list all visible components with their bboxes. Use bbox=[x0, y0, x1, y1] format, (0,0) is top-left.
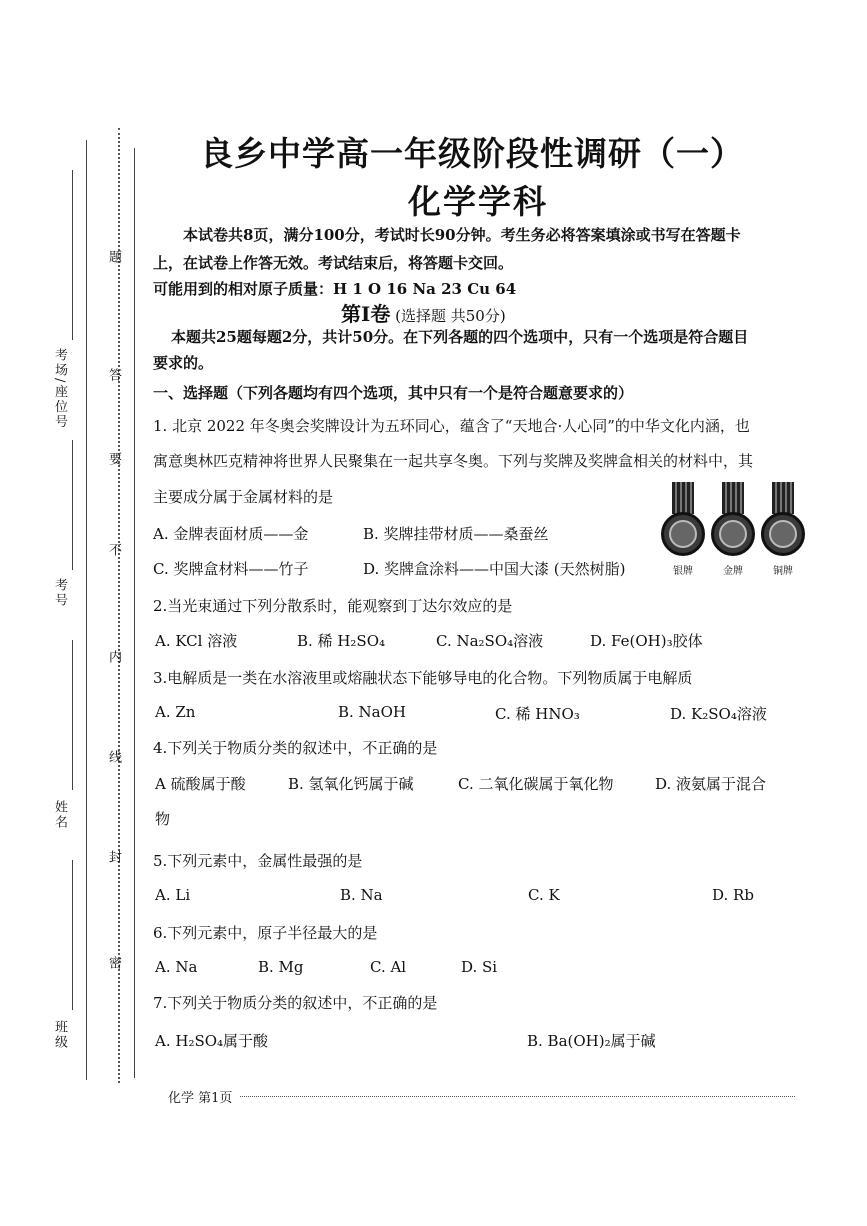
section-heading-main: 第Ⅰ卷 bbox=[341, 302, 391, 326]
subject-title: 化学学科 bbox=[408, 182, 548, 221]
instructions-line-1: 本试卷共8页，满分100分，考试时长90分钟。考生务必将答案填涂或书写在答题卡 bbox=[183, 226, 741, 244]
q1-option-a[interactable]: A. 金牌表面材质——金 bbox=[153, 525, 309, 543]
seal-char-8: 密 bbox=[106, 956, 121, 971]
seal-char-4: 不 bbox=[106, 543, 121, 558]
q6-option-d[interactable]: D. Si bbox=[461, 958, 498, 976]
q6-option-b[interactable]: B. Mg bbox=[258, 958, 304, 976]
silver-medal-icon bbox=[661, 482, 705, 577]
q4-option-b[interactable]: B. 氢氧化钙属于碱 bbox=[288, 775, 414, 793]
q1-stem-line-1: 1. 北京 2022 年冬奥会奖牌设计为五环同心，蕴含了“天地合·人心同”的中华文化内涵，也 bbox=[153, 417, 750, 435]
medals-image bbox=[655, 482, 805, 592]
exam-number-label: 考号 bbox=[52, 578, 67, 608]
q2-option-d[interactable]: D. Fe(OH)₃胶体 bbox=[590, 632, 703, 650]
class-label: 班级 bbox=[52, 1020, 67, 1050]
seal-char-5: 内 bbox=[106, 650, 121, 665]
q5-option-a[interactable]: A. Li bbox=[155, 886, 191, 904]
q3-option-c[interactable]: C. 稀 HNO₃ bbox=[495, 705, 580, 723]
q5-option-b[interactable]: B. Na bbox=[340, 886, 383, 904]
seal-char-2: 答 bbox=[106, 368, 121, 383]
q2-stem: 2.当光束通过下列分散系时，能观察到丁达尔效应的是 bbox=[153, 597, 513, 615]
bronze-medal-label: 铜牌 bbox=[773, 566, 793, 577]
part-heading: 一、选择题（下列各题均有四个选项，其中只有一个是符合题意要求的） bbox=[153, 384, 634, 402]
q3-option-d[interactable]: D. K₂SO₄溶液 bbox=[670, 705, 767, 723]
q6-option-c[interactable]: C. Al bbox=[370, 958, 407, 976]
section-heading bbox=[341, 298, 506, 327]
q5-stem: 5.下列元素中，金属性最强的是 bbox=[153, 852, 363, 870]
q2-option-c[interactable]: C. Na₂SO₄溶液 bbox=[436, 632, 544, 650]
q2-option-b[interactable]: B. 稀 H₂SO₄ bbox=[297, 632, 386, 650]
exam-title: 良乡中学高一年级阶段性调研（一） bbox=[200, 134, 744, 173]
q3-option-a[interactable]: A. Zn bbox=[155, 703, 196, 721]
binding-dotted-line bbox=[118, 128, 120, 1083]
gold-medal-label: 金牌 bbox=[723, 566, 743, 577]
seal-char-3: 要 bbox=[106, 452, 121, 467]
q4-option-d-continuation: 物 bbox=[155, 810, 171, 828]
silver-medal-label: 银牌 bbox=[673, 566, 693, 577]
footer-dotted-rule bbox=[240, 1096, 795, 1097]
q6-stem: 6.下列元素中，原子半径最大的是 bbox=[153, 924, 378, 942]
q1-stem-line-2: 寓意奥林匹克精神将世界人民聚集在一起共享冬奥。下列与奖牌及奖牌盒相关的材料中，其 bbox=[153, 452, 754, 470]
q1-option-b[interactable]: B. 奖牌挂带材质——桑蚕丝 bbox=[363, 525, 549, 543]
q3-option-b[interactable]: B. NaOH bbox=[338, 703, 407, 721]
exam-number-blank[interactable] bbox=[72, 440, 73, 570]
bronze-medal-icon bbox=[761, 482, 805, 577]
q2-option-a[interactable]: A. KCl 溶液 bbox=[155, 632, 238, 650]
binding-rule-inner bbox=[134, 148, 135, 1078]
q1-stem-line-3: 主要成分属于金属材料的是 bbox=[153, 488, 334, 506]
atomic-masses: 可能用到的相对原子质量：H 1 O 16 Na 23 Cu 64 bbox=[153, 280, 517, 298]
seal-char-7: 封 bbox=[106, 850, 121, 865]
binding-rule-outer bbox=[86, 140, 87, 1080]
q4-option-a[interactable]: A 硫酸属于酸 bbox=[155, 775, 246, 793]
instructions-line-2: 上，在试卷上作答无效。考试结束后，将答题卡交回。 bbox=[153, 254, 514, 272]
q1-option-c[interactable]: C. 奖牌盒材料——竹子 bbox=[153, 560, 309, 578]
gold-medal-icon bbox=[711, 482, 755, 577]
q7-option-a[interactable]: A. H₂SO₄属于酸 bbox=[155, 1032, 269, 1050]
seal-char-1: 题 bbox=[106, 250, 121, 265]
section-heading-sub: (选择题 共50分) bbox=[395, 307, 506, 325]
seal-char-6: 线 bbox=[106, 750, 121, 765]
q7-option-b[interactable]: B. Ba(OH)₂属于碱 bbox=[527, 1032, 656, 1050]
section-desc-line-2: 要求的。 bbox=[153, 354, 214, 372]
q1-option-d[interactable]: D. 奖牌盒涂料——中国大漆 (天然树脂) bbox=[363, 560, 626, 578]
q4-option-c[interactable]: C. 二氧化碳属于氧化物 bbox=[458, 775, 614, 793]
section-desc-line-1: 本题共25题每题2分，共计50分。在下列各题的四个选项中，只有一个选项是符合题目 bbox=[171, 328, 749, 346]
q5-option-d[interactable]: D. Rb bbox=[712, 886, 754, 904]
exam-room-label: 考场/座位号 bbox=[52, 348, 67, 430]
q7-stem: 7.下列关于物质分类的叙述中，不正确的是 bbox=[153, 994, 438, 1012]
page-footer: 化学 第1页 bbox=[168, 1091, 233, 1106]
name-blank[interactable] bbox=[72, 640, 73, 790]
q3-stem: 3.电解质是一类在水溶液里或熔融状态下能够导电的化合物。下列物质属于电解质 bbox=[153, 669, 693, 687]
name-label: 姓名 bbox=[52, 800, 67, 830]
q4-option-d[interactable]: D. 液氨属于混合 bbox=[655, 775, 767, 793]
q5-option-c[interactable]: C. K bbox=[528, 886, 560, 904]
q6-option-a[interactable]: A. Na bbox=[155, 958, 198, 976]
exam-room-blank[interactable] bbox=[72, 170, 73, 340]
class-blank[interactable] bbox=[72, 860, 73, 1010]
q4-stem: 4.下列关于物质分类的叙述中，不正确的是 bbox=[153, 739, 438, 757]
